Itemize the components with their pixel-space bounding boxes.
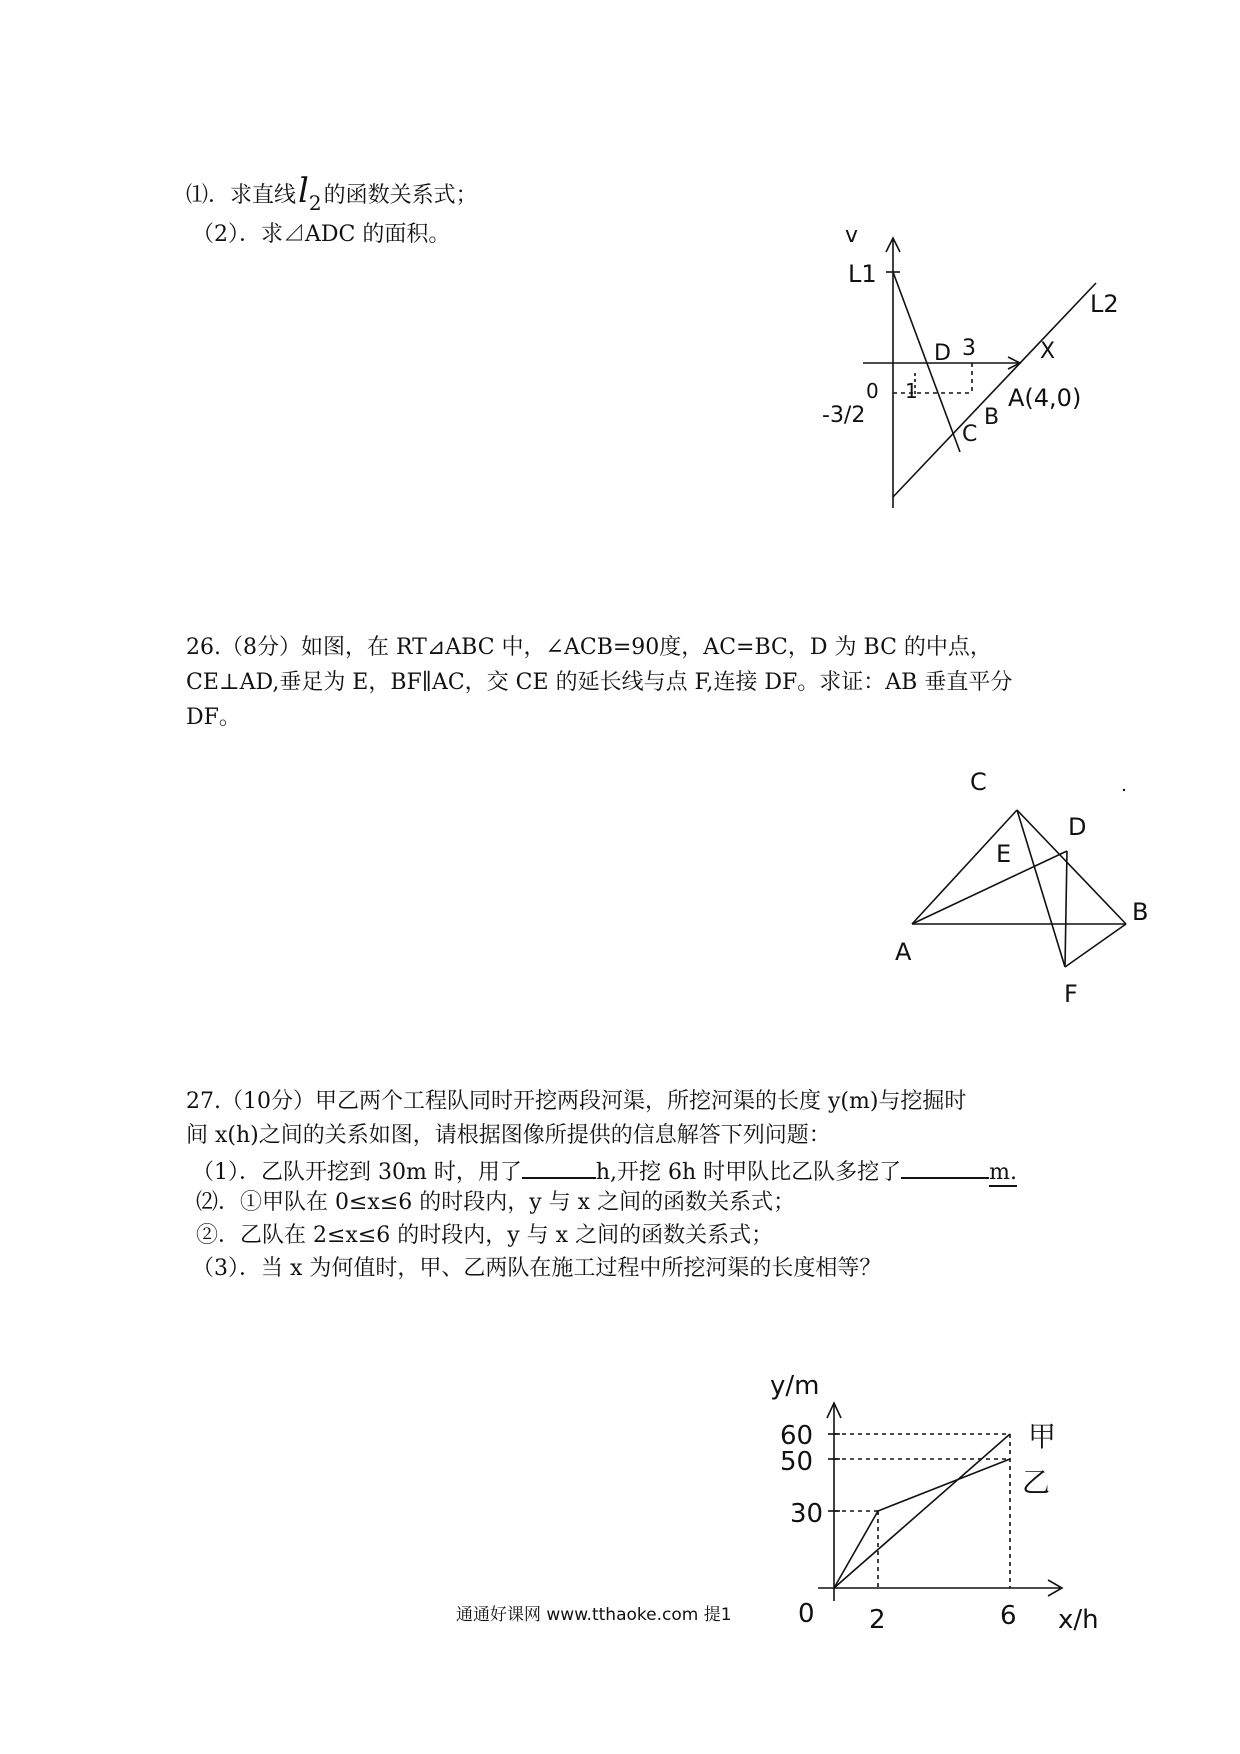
q27-line3-part-b: h,开挖 6h 时甲队比乙队多挖了 [595,1160,902,1185]
q25-one-label: 1 [905,379,918,403]
q27-label-30: 30 [790,1499,824,1529]
q26-label-d: D [1068,813,1087,841]
q27-label-jia: 甲 [1028,1420,1057,1453]
q27-line1: 27.（10分）甲乙两个工程队同时开挖两段河渠，所挖河渠的长度 y(m)与挖掘时 [186,1089,967,1114]
q25-c-label: C [962,422,978,447]
q27-line4: ⑵．①甲队在 0≤x≤6 的时段内，y 与 x 之间的函数关系式； [196,1190,796,1215]
q26-label-f: F [1064,980,1078,1008]
q27-label-x6: 6 [1000,1601,1017,1631]
q25-three-label: 3 [962,336,976,361]
q27-line3-part-a: （1）．乙队开挖到 30m 时，用了 [192,1160,522,1185]
q27-line3-part-c: m. [989,1160,1018,1185]
q25-line-var: $l_2$ [298,171,322,215]
q25-l1-label: L1 [848,260,877,288]
q25-y-label: v [845,223,859,248]
q26-label-b: B [1132,898,1149,926]
q27-series-yi-part1 [834,1511,878,1588]
q26-line1: 26.（8分）如图，在 RT⊿ABC 中，∠ACB=90度，AC=BC，D 为 BC 的中点， [186,635,992,660]
q26-line2: CE⊥AD,垂足为 E，BF∥AC，交 CE 的延长线与点 F,连接 DF。求证：AB 垂直平分 [186,670,1013,695]
q27-label-60: 60 [780,1421,814,1451]
q27-label-origin: 0 [798,1599,815,1629]
q26-label-c: C [970,768,987,796]
q27-line5: ②．乙队在 2≤x≤6 的时段内，y 与 x 之间的函数关系式； [196,1223,774,1248]
q25-part1-suffix: 的函数关系式； [323,183,478,208]
q25-origin-label: 0 [866,379,879,403]
q27-label-yi: 乙 [1022,1466,1051,1499]
q25-d-label: D [934,341,951,366]
q27-line6: （3）．当 x 为何值时，甲、乙两队在施工过程中所挖河渠的长度相等？ [192,1256,882,1281]
q27-line2: 间 x(h)之间的关系如图，请根据图像所提供的信息解答下列问题： [186,1123,831,1148]
q27-label-x2: 2 [869,1605,886,1635]
q27-label-50: 50 [780,1447,814,1477]
q26-line3: DF。 [186,705,241,730]
q25-neg-label: -3/2 [822,403,866,428]
q25-a-label: A(4,0) [1008,384,1082,412]
page-footer: 通通好课网 www.tthaoke.com 提1 [456,1605,732,1625]
q26-label-e: E [996,840,1012,868]
q25-l2-label: L2 [1090,290,1119,318]
q27-y-axis-label: y/m [770,1371,820,1401]
q27-series-yi-part2 [878,1459,1010,1511]
q25-x-label: X [1040,339,1056,364]
q26-label-a: A [895,938,912,966]
q25-b-label: B [984,405,1000,430]
q27-x-axis-label: x/h [1058,1605,1099,1635]
q25-part2: （2）．求⊿ADC 的面积。 [192,222,451,247]
q25-part1-prefix: ⑴．求直线 [186,183,297,208]
